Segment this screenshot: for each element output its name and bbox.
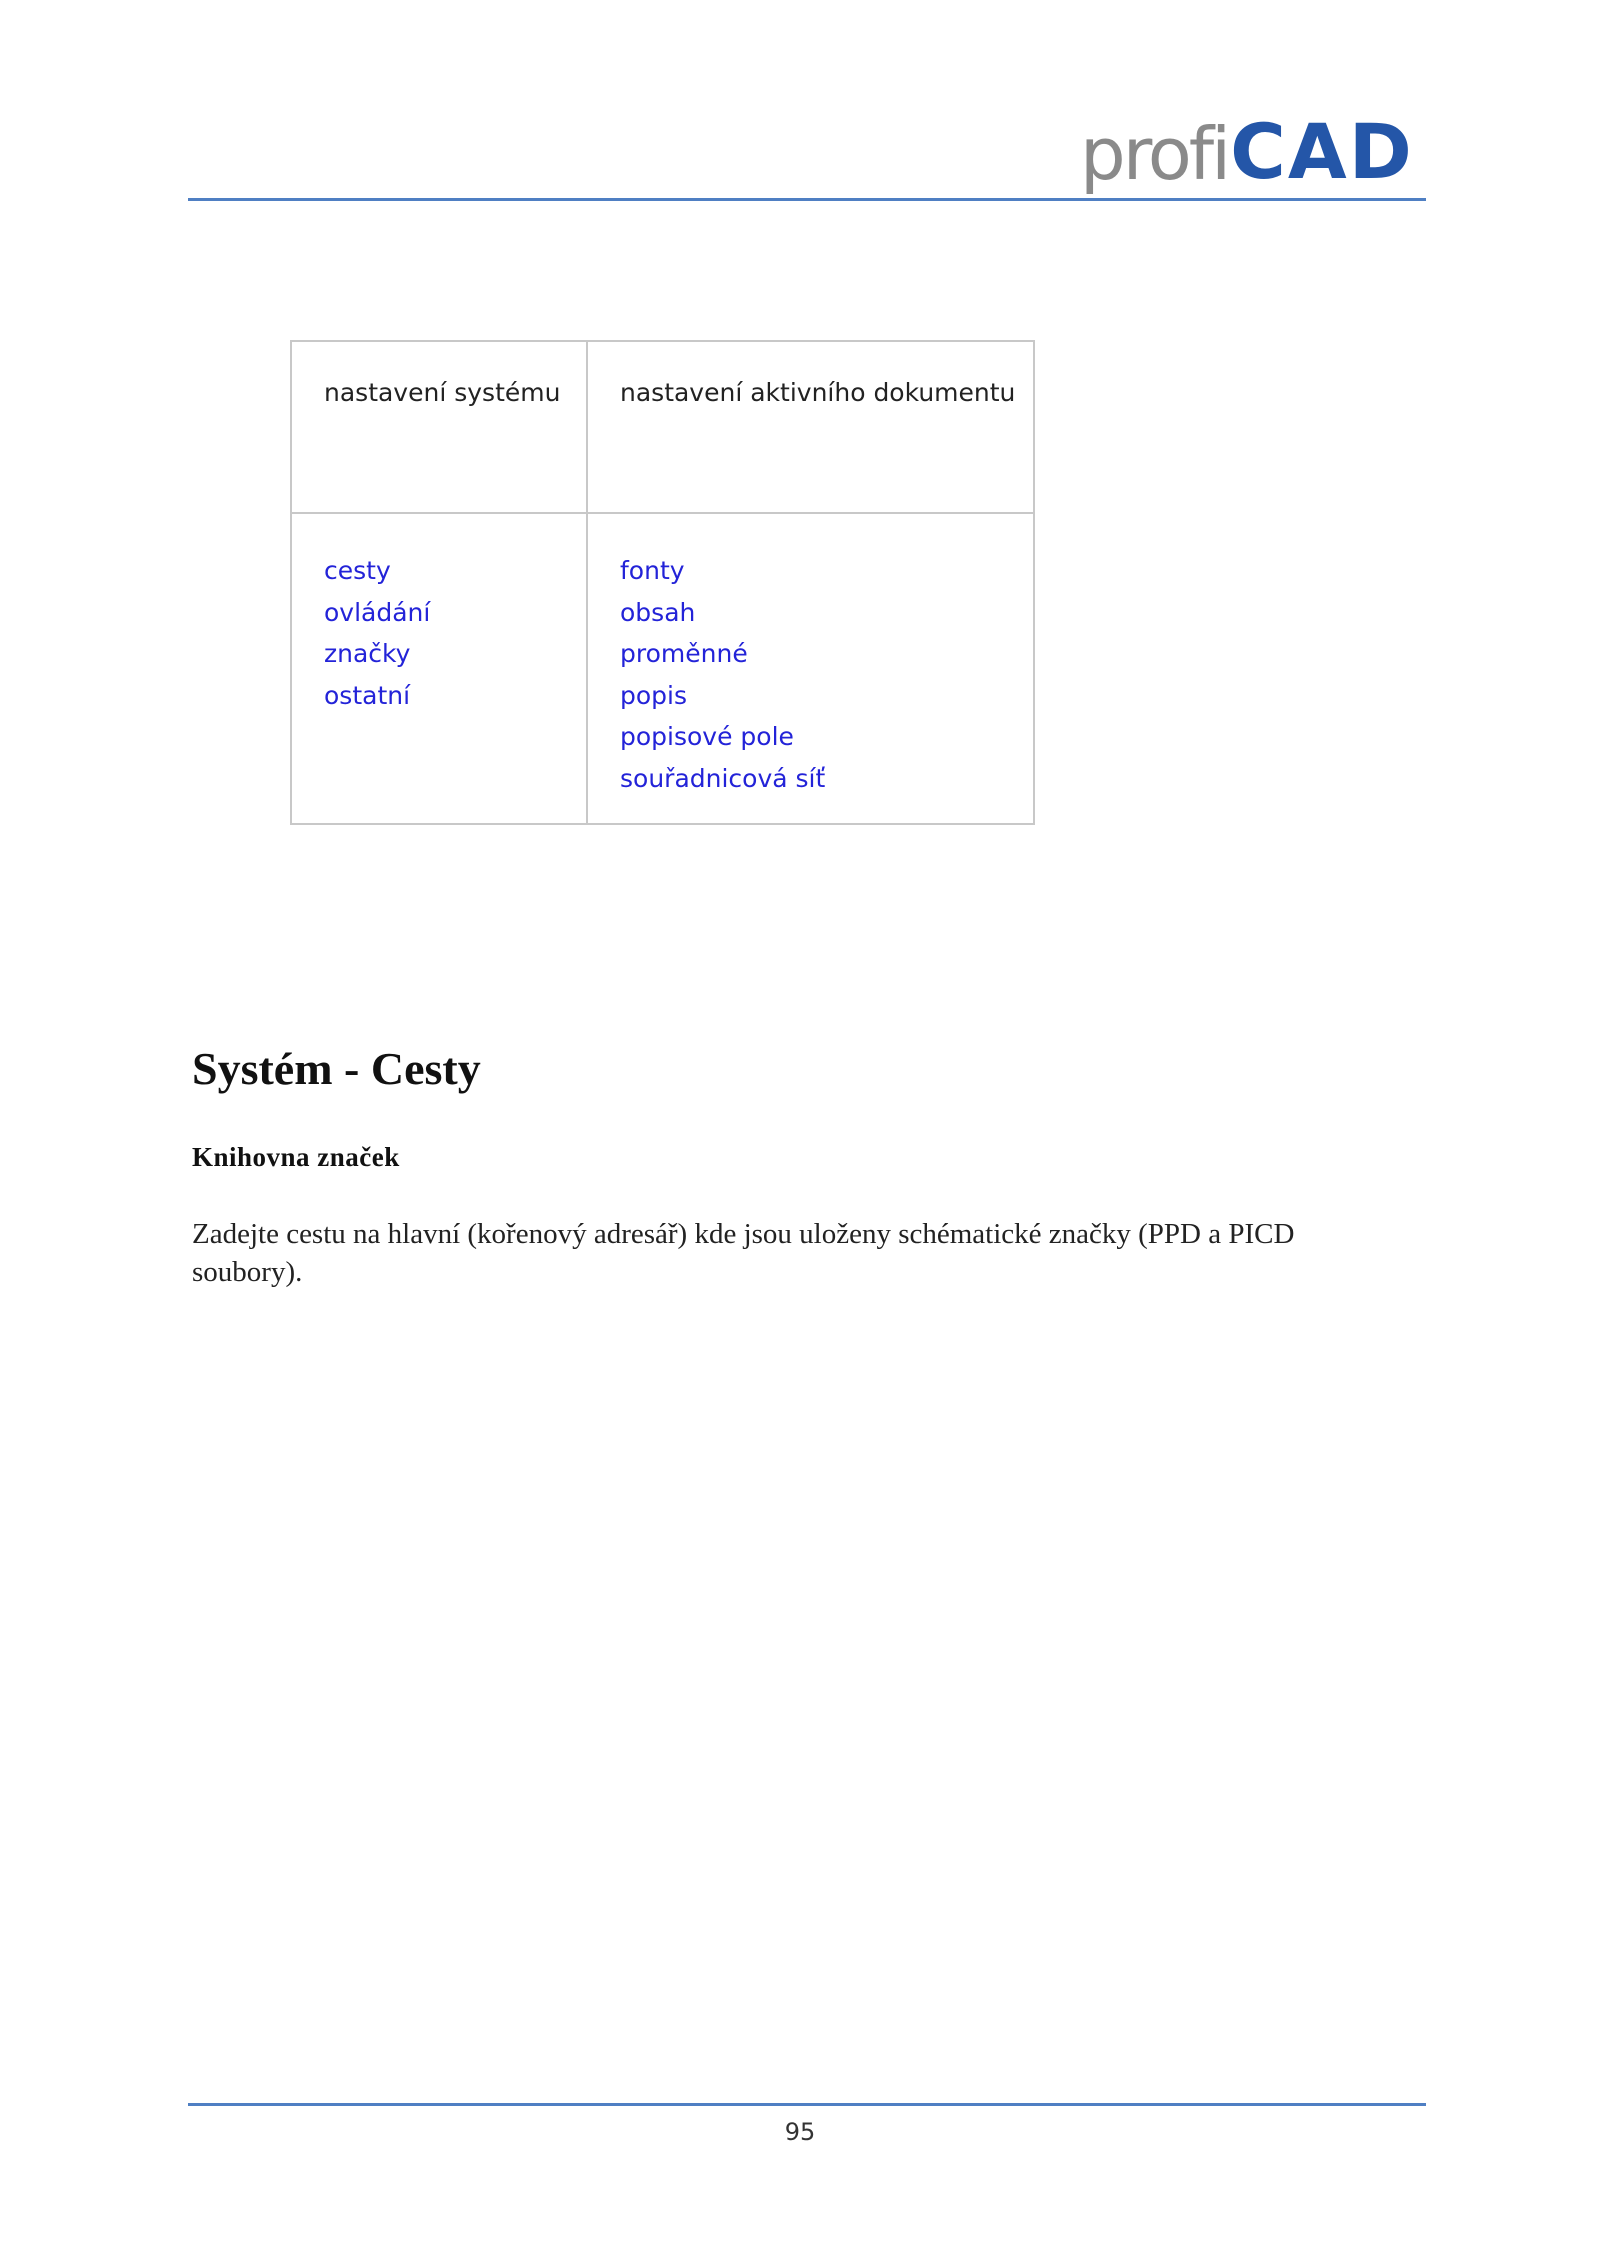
link-souradnicova-sit[interactable]: souřadnicová síť: [620, 763, 826, 793]
logo-profi-text: profi: [1080, 112, 1229, 196]
table-links-row: [291, 513, 1034, 824]
link-popis[interactable]: popis: [620, 680, 688, 710]
logo-cad-text: CAD: [1230, 107, 1414, 196]
page-number: 95: [784, 2118, 816, 2146]
page-title: Systém - Cesty: [192, 1043, 481, 1094]
document-settings-links-cell: [587, 513, 1034, 824]
section-title: Knihovna značek: [192, 1142, 400, 1172]
system-settings-links: [324, 550, 586, 716]
link-fonty[interactable]: fonty: [620, 556, 685, 585]
link-popisove-pole[interactable]: popisové pole: [620, 722, 794, 751]
link-ovladani[interactable]: ovládání: [324, 597, 431, 627]
system-settings-links-cell: [291, 513, 587, 824]
link-ostatni[interactable]: ostatní: [324, 680, 411, 710]
document-settings-links: [620, 550, 1033, 799]
link-cesty[interactable]: cesty: [324, 556, 391, 585]
system-settings-header: nastavení systému: [291, 341, 587, 513]
proficad-logo: [1080, 100, 1414, 196]
link-promenne[interactable]: proměnné: [620, 639, 748, 668]
body-paragraph: Zadejte cestu na hlavní (kořenový adresář) kde jsou uloženy schématické značky (PPD a PICD soubory).: [192, 1218, 1295, 1288]
table-header-row: [291, 341, 1034, 513]
header-divider: [188, 198, 1426, 201]
settings-nav-table: [290, 340, 1035, 825]
document-settings-header: nastavení aktivního dokumentu: [587, 341, 1034, 513]
link-znacky[interactable]: značky: [324, 639, 411, 668]
footer-divider: [188, 2103, 1426, 2106]
link-obsah[interactable]: obsah: [620, 597, 696, 627]
